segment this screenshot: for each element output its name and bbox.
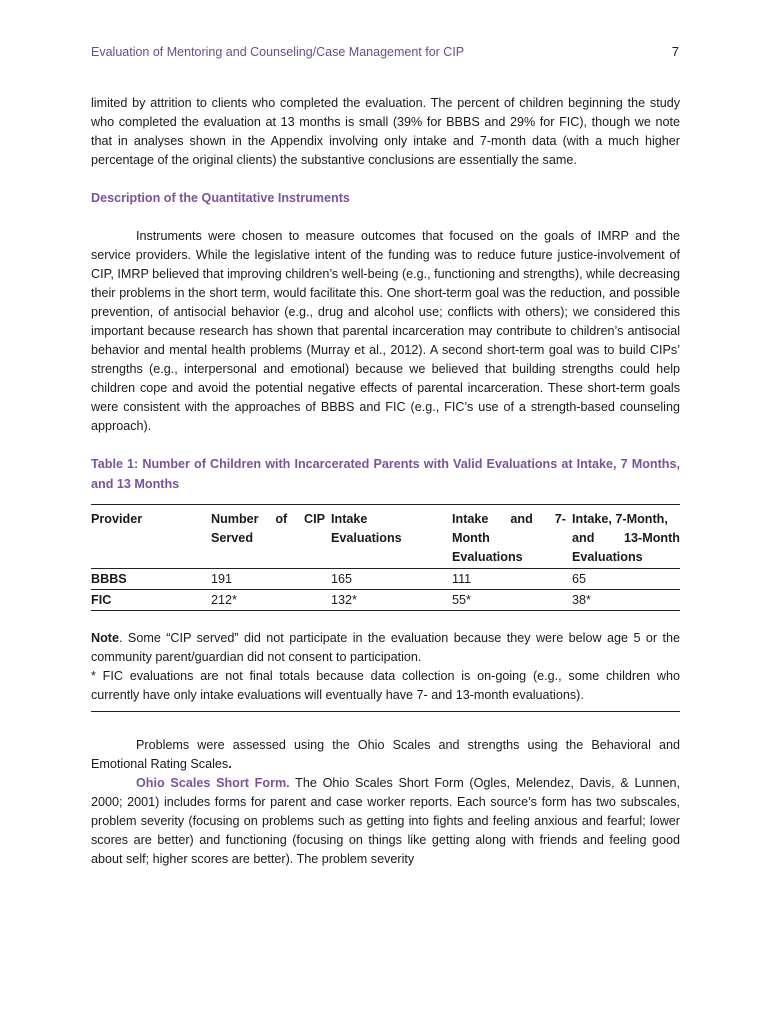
paragraph: Problems were assessed using the Ohio Scales and strengths using the Behavioral and Emotional Rating Scales. <box>91 738 680 771</box>
cell-intake: 165 <box>331 572 353 586</box>
paragraph: Instruments were chosen to measure outcomes that focused on the goals of IMRP and the service providers. While the legislative intent of the funding was to reduce future justice-involvement of CIP, IMRP believed that improving children’s well-being (e.g., functioning and strengths), while decreasing their problems in the short term, would facilitate this. One short-term goal was the reduction, and possible prevention, of antisocial behavior (e.g., drug and alcohol use; conflicts with others); we considered this important because research has shown that parental incarceration may contribute to children’s antisocial behavior and mental health problems (Murray et al., 2012). A second short-term goal was to build CIPs’ strengths (e.g., interpersonal and emotional) because we believed that building strengths could help children cope and avoid the potential negative effects of parental incarceration. These short-term goals were consistent with the approaches of BBBS and FIC (e.g., FIC’s use of a strength-based counseling approach). <box>91 229 680 433</box>
cell-intake: 132* <box>331 593 357 607</box>
column-header-intake-7month: Intake and 7- Month Evaluations <box>452 512 566 564</box>
table-caption: Table 1: Number of Children with Incarcerated Parents with Valid Evaluations at Intake, 7 Months, and 13 Months <box>91 457 680 491</box>
column-header-intake-13month: Intake, 7-Month, and 13-Month Evaluations <box>572 512 680 564</box>
column-header-provider: Provider <box>91 512 143 526</box>
inline-heading: Ohio Scales Short Form. <box>136 776 290 790</box>
divider <box>91 711 680 712</box>
cell-intake-13month: 38* <box>572 593 591 607</box>
page-number: 7 <box>671 44 679 59</box>
table-footnote: * FIC evaluations are not final totals because data collection is on-going (e.g., some children who currently have only intake evaluations will eventually have 7- and 13-month evaluations). <box>91 669 680 702</box>
table-row <box>91 569 680 590</box>
data-table <box>91 504 680 611</box>
cell-intake-7month: 111 <box>452 572 472 586</box>
cell-provider: BBBS <box>91 572 127 586</box>
running-header <box>91 44 680 68</box>
section-heading: Description of the Quantitative Instruments <box>91 191 350 205</box>
cell-served: 212* <box>211 593 237 607</box>
note-label: Note <box>91 631 119 645</box>
column-header-served: Number of CIP Served <box>211 512 325 545</box>
header-title: Evaluation of Mentoring and Counseling/Case Management for CIP <box>91 45 465 59</box>
paragraph: limited by attrition to clients who completed the evaluation. The percent of children beginning the study who completed the evaluation at 13 months is small (39% for BBBS and 29% for FIC), though we note that in analyses shown in the Appendix involving only intake and 7-month data (with a much higher percentage of the original clients) the substantive conclusions are essentially the same. <box>91 96 680 167</box>
paragraph: Ohio Scales Short Form. The Ohio Scales Short Form (Ogles, Melendez, Davis, & Lunnen, 2000; 2001) includes forms for parent and case worker reports. Each source’s form has two subscales, problem severity (focusing on problems such as getting into fights and feeling anxious and fearful; lower scores are better) and functioning (focusing on things like getting along with friends and feeling good about self; higher scores are better). The problem severity <box>91 776 680 866</box>
table-row <box>91 590 680 611</box>
table-note <box>91 629 680 667</box>
cell-intake-13month: 65 <box>572 572 587 586</box>
table-notes <box>91 629 680 705</box>
document-page <box>91 44 680 869</box>
cell-provider: FIC <box>91 593 112 607</box>
column-header-intake: Intake Evaluations <box>331 512 402 545</box>
table-header-row <box>91 505 680 569</box>
note-text: . Some “CIP served” did not participate in the evaluation because they were below age 5 or the community parent/guardian did not consent to participation. <box>91 631 680 664</box>
cell-served: 191 <box>211 572 233 586</box>
cell-intake-7month: 55* <box>452 593 471 607</box>
